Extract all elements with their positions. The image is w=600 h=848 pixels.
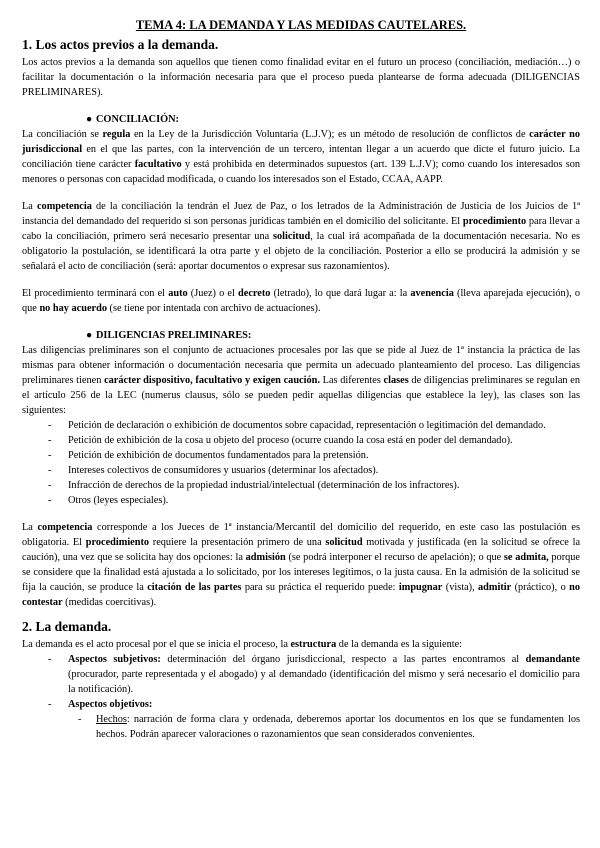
diligencias-paragraph-2: La competencia corresponde a los Jueces de 1ª instancia/Mercantil del domicilio del requerido, en este caso las postulación es obligatoria. El procedimiento requiere la presentación primero de una solicitud motivada y justificada (en la solicitud se ofrece la caución), una vez que se solicita hay dos opciones: la admisión (se podrá interponer el recurso de apelación); o que se admita, porque se considere que la finalidad está ajustada a lo solicitado, por los intereses legítimos, o la justa causa. En la admisión de la solicitud se fija la caución, se produce la citación de las partes para su práctica el requerido puede: impugnar (vista), admitir (práctico), o no contestar (medidas coercitivas). [22, 522, 581, 608]
list-item: - Petición de declaración o exhibición de documentos sobre capacidad, representación o legitimación del demandado. [48, 420, 546, 431]
conciliacion-paragraph-3: El procedimiento terminará con el auto (Juez) o el decreto (letrado), lo que dará lugar a: la avenencia (lleva aparejada ejecución), o que no hay acuerdo (se tiene por intentada con archivo de actuaciones). [22, 288, 580, 314]
document-title: TEMA 4: LA DEMANDA Y LAS MEDIDAS CAUTELARES. [135, 18, 467, 32]
list-item: - Intereses colectivos de consumidores y usuarios (determinar los afectados). [48, 465, 379, 476]
list-item: - Otros (leyes especiales). [48, 495, 169, 506]
section-2-heading: 2. La demanda. [22, 619, 112, 634]
diligencias-list [22, 418, 580, 508]
list-item: - Petición de exhibición de la cosa u objeto del proceso (ocurre cuando la cosa está en poder del demandado). [48, 435, 513, 446]
list-item: - Aspectos subjetivos: determinación del órgano jurisdiccional, respecto a las partes encontramos al demandante (procurador, parte representada y el abogado) y al demandado (identificación del mismo y será necesario el domicilio para la notificación). [48, 654, 581, 695]
conciliacion-paragraph-2: La competencia de la conciliación la tendrán el Juez de Paz, o los letrados de la Administración de Justicia de los Juicios de 1ª instancia del demandado del requerido si son personas jurídicas también en el domicilio del solicitante. El procedimiento para llevar a cabo la conciliación, primero será necesario presentar una solicitud, la cual irá acompañada de la documentación necesaria. No es obligatorio la postulación, se identificará la otra parte y el objeto de la conciliación. Posterior a ello se producirá la admisión y se señalará el acto de conciliación (será: aportar documentos o expresar sus razonamientos). [22, 201, 580, 272]
bullet-icon: ● [86, 330, 93, 341]
list-item: - Petición de exhibición de documentos fundamentados para la pretensión. [48, 450, 369, 461]
demanda-structure-list [22, 652, 580, 712]
diligencias-heading-text: DILIGENCIAS PRELIMINARES: [96, 330, 252, 341]
section-1-intro: Los actos previos a la demanda son aquellos que tienen como finalidad evitar en el futuro un proceso (conciliación, mediación…) o facilitar la documentación o la información necesaria para que el proceso pueda plantearse de forma adecuada (DILIGENCIAS PRELIMINARES). [22, 57, 580, 98]
list-item: - Aspectos objetivos: [48, 699, 153, 710]
conciliacion-heading [22, 112, 580, 127]
aspectos-objetivos-list [22, 712, 580, 742]
section-2-intro: La demanda es el acto procesal por el que se inicia el proceso, la estructura de la demanda es la siguiente: [22, 639, 463, 650]
list-item: - Infracción de derechos de la propiedad industrial/intelectual (determinación de los infractores). [48, 480, 460, 491]
list-item: - Hechos: narración de forma clara y ordenada, deberemos aportar los documentos en los que se fundamenten los hechos. Podrán aparecer valoraciones o razonamientos que sean considerados convenientes. [78, 714, 580, 740]
bullet-icon: ● [86, 114, 93, 125]
diligencias-heading [22, 328, 580, 343]
conciliacion-paragraph-1: La conciliación se regula en la Ley de la Jurisdicción Voluntaria (L.J.V); es un método de resolución de conflictos de carácter no jurisdiccional en el que las partes, con la intervención de un tercero, intentan llegar a un acuerdo que dicte el futuro juicio. La conciliación tiene carácter facultativo y está prohibida en determinados supuestos (art. 139 L.J.V); como cuando los interesados son menores o personas con capacidad modificada, o cuando los interesados son el Estado, CCAA, AAPP. [22, 129, 580, 185]
diligencias-paragraph-1: Las diligencias preliminares son el conjunto de actuaciones procesales por las que se pide al Juez de 1ª instancia la práctica de las mismas para obtener información o documentación necesaria que permita un adecuado planteamiento del proceso. Las diligencias preliminares tienen carácter dispositivo, facultativo y exigen caución. Las diferentes clases de diligencias preliminares se regulan en el artículo 256 de la LEC (numerus clausus, sólo se pueden pedir aquellas diligencias que establece la ley), las clases son las siguientes: [22, 345, 580, 416]
conciliacion-heading-text: CONCILIACIÓN: [96, 114, 179, 125]
document-page [22, 18, 580, 742]
section-1-heading: 1. Los actos previos a la demanda. [22, 37, 219, 52]
